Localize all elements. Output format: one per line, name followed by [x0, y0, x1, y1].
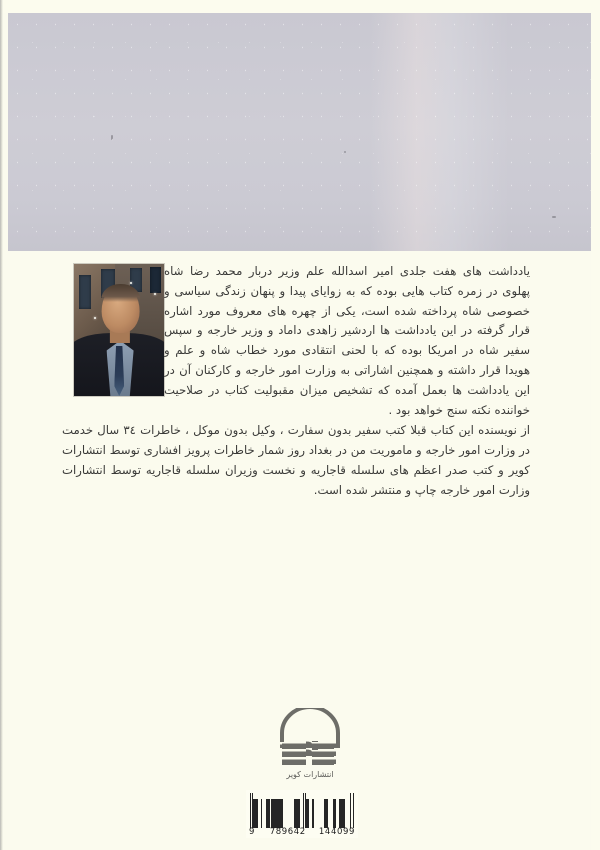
portrait-window — [150, 267, 162, 293]
back-cover-blurb — [62, 262, 530, 501]
barcode-digit-lead: 9 — [249, 827, 255, 837]
cover-photo-band — [8, 13, 592, 251]
blurb-paragraph-1: یادداشت های هفت جلدی امیر اسدالله علم وزیر دربار محمد رضا شاه پهلوی در زمره کتاب هایی بوده که به زوایای پیدا و پنهان زندگی سیاسی و خصوصی شاه پرداخته شده است، یکی از چهره های معروف مورد اشاره قرار گرفته در این یادداشت ها اردشیر زاهدی داماد و وزیر خارجه و سپس سفیر شاه در امریکا بوده که با لحنی انتقادی مورد خطاب شاه و علم و هویدا قرار داشته و همچنین اشاراتی به وزارت امور خارجه و کارکنان آن در این یادداشت ها بعمل آمده که تشخیص میزان مقبولیت کتاب در صلاحیت خواننده نکته سنج خواهد بود . — [164, 264, 530, 417]
barcode-digit-group-2: 144099 — [318, 827, 355, 837]
kavir-publications-logo-mark — [272, 708, 348, 768]
right-paper-margin — [591, 0, 600, 850]
publisher-wordmark: انتشارات کویر — [286, 770, 334, 779]
publisher-logo — [272, 708, 348, 778]
top-paper-margin — [0, 0, 600, 13]
portrait-light-sparkle — [94, 317, 96, 319]
barcode-digits — [246, 827, 358, 837]
band-speck — [344, 151, 346, 153]
band-speck — [552, 216, 556, 218]
barcode-bars — [250, 793, 354, 828]
band-speck — [111, 135, 113, 140]
isbn-barcode — [246, 790, 358, 838]
portrait-tie — [114, 346, 124, 396]
spine-edge — [0, 0, 3, 850]
portrait-window — [79, 275, 91, 309]
author-portrait — [74, 264, 164, 396]
blurb-paragraph-2: از نویسنده این کتاب قبلا کتب سفیر بدون سفارت ، وکیل بدون موکل ، خاطرات ۳٤ سال خدمت در وزارت امور خارجه و ماموریت من در بغداد روز شمار خاطرات پرویز افشاری توسط انتشارات کویر و کتب صدر اعظم های سلسله قاجاریه و نخست وزیران سلسله قاجاریه توسط انتشارات وزارت امور خارجه چاپ و منتشر شده است. — [62, 423, 530, 497]
barcode-bar — [353, 793, 354, 828]
barcode-digit-group-1: 789642 — [269, 827, 306, 837]
